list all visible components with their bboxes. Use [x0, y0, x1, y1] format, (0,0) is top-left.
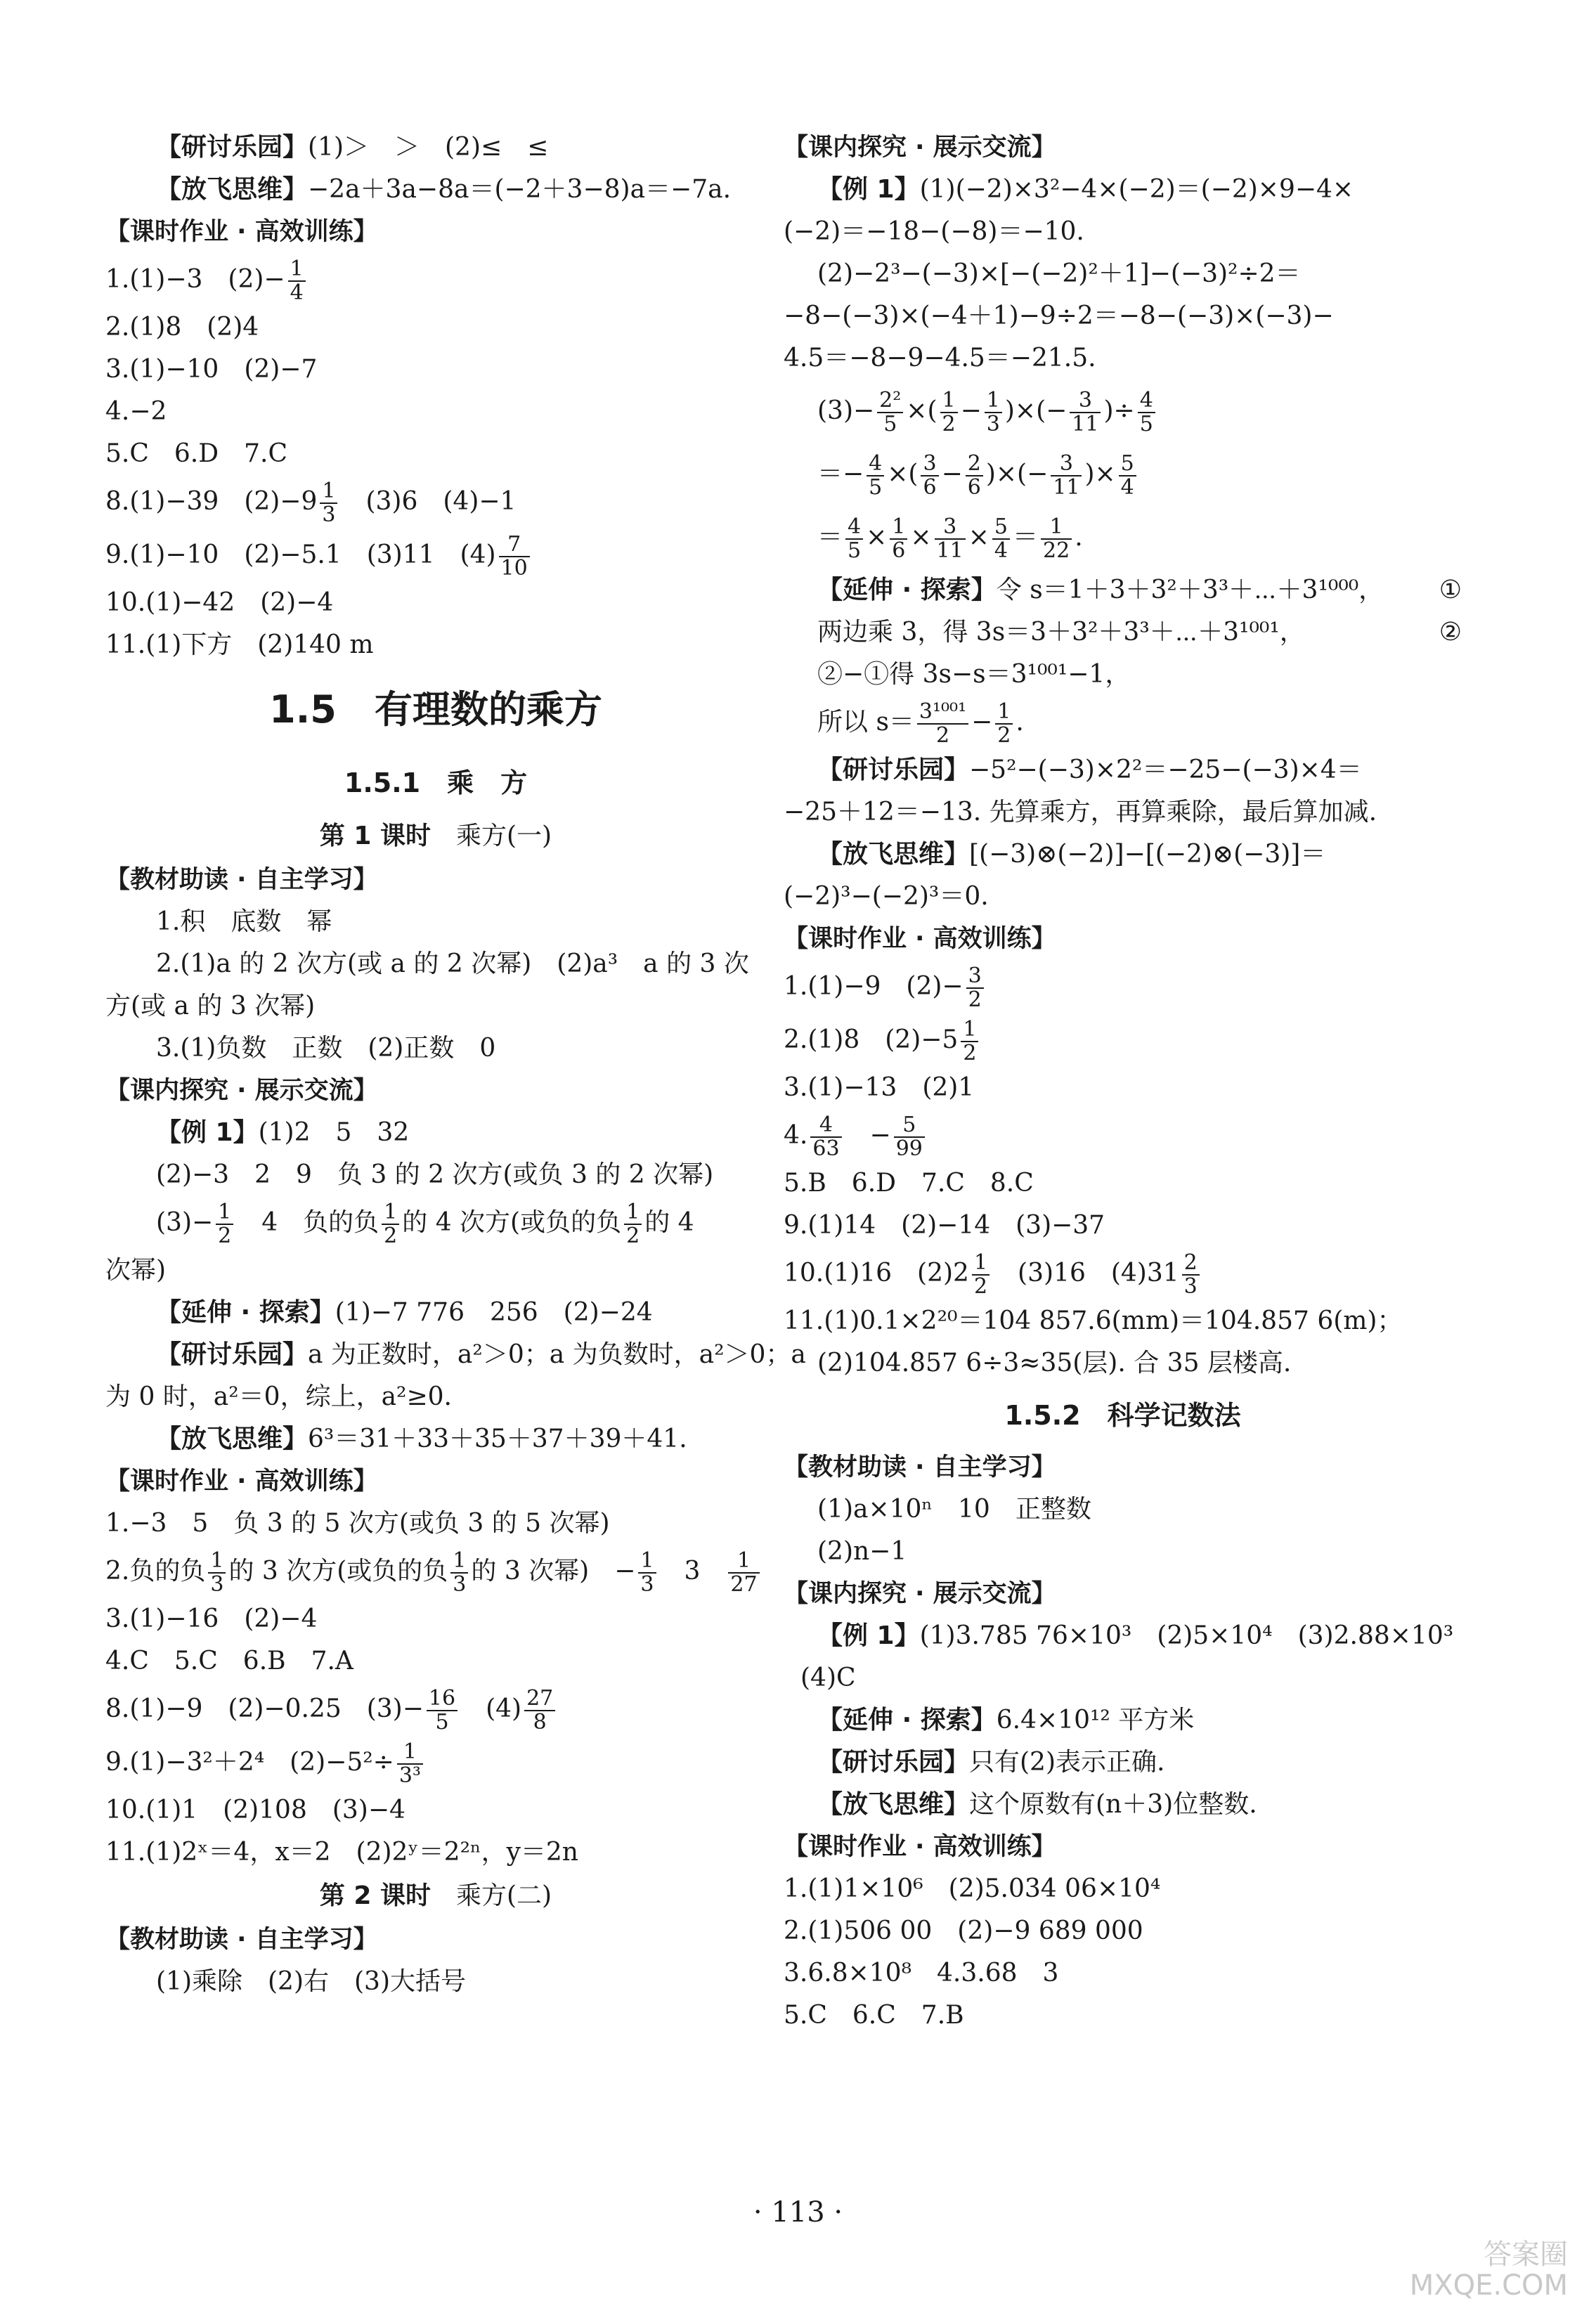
- section-title: 1.5.1 乘 方: [344, 767, 528, 798]
- inquiry-heading: 【课内探究 · 展示交流】: [784, 134, 1056, 162]
- fraction: $\frac{\text{3¹⁰⁰¹}}{2}$: [917, 701, 968, 747]
- extension-answer: 【延伸 · 探索】令 s＝1＋3＋3²＋3³＋⋯＋3¹⁰⁰⁰， ①: [784, 569, 1462, 611]
- discussion-answer: 【研讨乐园】(1)＞ ＞ (2)≤ ≤: [156, 133, 549, 162]
- answer-line: 11.(1)0.1×2²⁰＝104 857.6(mm)＝104.857 6(m)；: [784, 1306, 1403, 1335]
- fraction: $\frac{5}{99}$: [894, 1114, 925, 1160]
- answer-line: 11.(1)下方 (2)140 m: [105, 630, 374, 659]
- answer-line: 1.(1)−9 (2)− $\frac{3}{2}$: [784, 960, 1462, 1013]
- answer-line: (1)乘除 (2)右 (3)大括号: [156, 1967, 466, 1996]
- fraction: $\frac{7}{10}$: [499, 533, 530, 580]
- fraction: $\frac{1}{22}$: [1041, 516, 1072, 562]
- discussion-answer: 【研讨乐园】−5²−(−3)×2²＝−25−(−3)×4＝: [817, 756, 1362, 784]
- inquiry-heading: 【课内探究 · 展示交流】: [105, 1077, 378, 1105]
- thinking-answer: 【放飞思维】6³＝31＋33＋35＋37＋39＋41.: [156, 1425, 687, 1453]
- fraction: $\frac{16}{5}$: [427, 1687, 458, 1734]
- answer-line: 2.(1)8 (2)−5 $\frac{1}{2}$: [784, 1013, 1462, 1067]
- answer-line: 1.(1)−3 (2)− $\frac{1}{4}$: [105, 253, 766, 306]
- lesson-title: 第 2 课时 乘方(二): [319, 1881, 552, 1910]
- answer-line: 3.(1)−10 (2)−7: [105, 355, 318, 384]
- homework-heading: 【课时作业 · 高效训练】: [105, 1467, 378, 1496]
- watermark-text: 答案圈: [1484, 2238, 1568, 2271]
- fraction: $\frac{3}{11}$: [1051, 453, 1082, 499]
- answer-line: 10.(1)1 (2)108 (3)−4: [105, 1796, 406, 1824]
- answer-line: 10.(1)16 (2)2 $\frac{1}{2}$ (3)16 (4)31 $\frac{2}{3}$: [784, 1247, 1462, 1300]
- answer-line: (2)n−1: [817, 1537, 907, 1566]
- left-column: [105, 127, 806, 2003]
- answer-line: (2)−2³−(−3)×[−(−2)²＋1]−(−3)²÷2＝: [817, 259, 1301, 288]
- fraction: $\frac{4}{5}$: [867, 453, 884, 499]
- answer-line: 次幂): [105, 1256, 167, 1285]
- answer-line: −8−(−3)×(−4＋1)−9÷2＝−8−(−3)×(−3)−: [784, 301, 1334, 330]
- answer-line: (3)− $\frac{1}{2}$ 4 负的负 $\frac{1}{2}$ 的 4 次方(或负的负 $\frac{1}{2}$ 的 4: [156, 1200, 694, 1248]
- fraction: $\frac{1}{27}$: [728, 1550, 759, 1596]
- equation-mark: ①: [1439, 576, 1462, 604]
- answer-line: 3.(1)−16 (2)−4: [105, 1604, 318, 1633]
- fraction: $\frac{4}{5}$: [1138, 389, 1155, 436]
- answer-line: 1.积 底数 幂: [156, 907, 332, 936]
- answer-line: (2)−3 2 9 负 3 的 2 次方(或负 3 的 2 次幂): [156, 1160, 714, 1189]
- fraction: $\frac{27}{8}$: [524, 1687, 555, 1734]
- section-title: 1.5.2 科学记数法: [1004, 1400, 1241, 1431]
- answer-line: 5.B 6.D 7.C 8.C: [784, 1169, 1034, 1198]
- answer-line: 3.(1)−13 (2)1: [784, 1073, 975, 1102]
- homework-heading: 【课时作业 · 高效训练】: [784, 925, 1056, 953]
- watermark-logo: [1410, 2239, 1568, 2301]
- thinking-answer: 【放飞思维】这个原数有(n＋3)位整数.: [817, 1790, 1257, 1819]
- answer-line: ②−①得 3s−s＝3¹⁰⁰¹−1，: [817, 660, 1131, 689]
- example-answer: 【例 1】(1)2 5 32: [156, 1118, 410, 1147]
- answer-line: 10.(1)−42 (2)−4: [105, 588, 334, 617]
- answer-line: (1)a×10ⁿ 10 正整数: [817, 1495, 1091, 1524]
- answer-line: 11.(1)2ˣ＝4，x＝2 (2)2ʸ＝2²ⁿ，y＝2n: [105, 1838, 578, 1867]
- answer-line: 所以 s＝ $\frac{\text{3¹⁰⁰¹}}{2}$ − $\frac{1}{2}$ .: [817, 699, 1024, 748]
- equation-mark: ②: [1439, 618, 1462, 647]
- answer-line: (2)104.857 6÷3≈35(层). 合 35 层楼高.: [817, 1349, 1292, 1377]
- answer-line: ＝ $\frac{4}{5}$ × $\frac{1}{6}$ × $\frac{3}{11}$ × $\frac{5}{4}$ ＝ $\frac{1}{22}$ .: [817, 514, 1083, 563]
- answer-line: (−2)³−(−2)³＝0.: [784, 882, 989, 911]
- answer-line: 2.(1)a 的 2 次方(或 a 的 2 次幂) (2)a³ a 的 3 次: [156, 949, 749, 978]
- fraction: $\frac{\text{2²}}{5}$: [877, 389, 903, 436]
- answer-line: 5.C 6.D 7.C: [105, 439, 287, 468]
- answer-line: 5.C 6.C 7.B: [784, 2001, 964, 2030]
- fraction: $\frac{1}{2}$: [995, 701, 1013, 747]
- answer-line: 4.−2: [105, 397, 167, 426]
- answer-line: (4)C: [800, 1664, 856, 1692]
- fraction: $\frac{1}{\text{3³}}$: [397, 1741, 423, 1787]
- textbook-heading: 【教材助读 · 自主学习】: [784, 1453, 1056, 1481]
- right-column: [784, 127, 1462, 2037]
- homework-heading: 【课时作业 · 高效训练】: [784, 1833, 1056, 1861]
- lesson-title: 第 1 课时 乘方(一): [319, 822, 552, 850]
- fraction: $\frac{1}{2}$: [940, 389, 958, 436]
- fraction: $\frac{3}{2}$: [966, 965, 984, 1011]
- example-answer: 【例 1】(1)(−2)×3²−4×(−2)＝(−2)×9−4×: [817, 175, 1354, 204]
- answer-line: 4. $\frac{4}{63}$ − $\frac{5}{99}$: [784, 1109, 1462, 1162]
- answer-line: 4.5＝−8−9−4.5＝−21.5.: [784, 344, 1096, 372]
- answer-line: 9.(1)−10 (2)−5.1 (3)11 (4) $\frac{7}{10}$: [105, 529, 766, 582]
- answer-line: 方(或 a 的 3 次幂): [105, 992, 316, 1020]
- answer-line: 9.(1)−3²＋2⁴ (2)−5²÷ $\frac{1}{\text{3³}}$: [105, 1736, 766, 1789]
- example-answer: 【例 1】(1)3.785 76×10³ (2)5×10⁴ (3)2.88×10³: [817, 1621, 1454, 1650]
- fraction: $\frac{1}{2}$: [216, 1201, 233, 1247]
- discussion-answer: 【研讨乐园】只有(2)表示正确.: [817, 1748, 1165, 1777]
- answer-line: ＝− $\frac{4}{5}$ ×( $\frac{3}{6}$ − $\frac{2}{6}$ )×(− $\frac{3}{11}$ )× $\frac{5}{4}$: [784, 443, 1462, 506]
- discussion-answer: 【研讨乐园】a 为正数时，a²＞0；a 为负数时，a²＞0；a: [156, 1340, 806, 1369]
- fraction: $\frac{1}{6}$: [890, 516, 907, 562]
- answer-line: −25＋12＝−13. 先算乘方，再算乘除，最后算加减.: [784, 798, 1377, 826]
- fraction: $\frac{3}{11}$: [935, 516, 966, 562]
- fraction: $\frac{3}{11}$: [1070, 389, 1101, 436]
- textbook-heading: 【教材助读 · 自主学习】: [105, 866, 378, 894]
- answer-line: 为 0 时，a²＝0，综上，a²≥0.: [105, 1382, 452, 1411]
- homework-heading: 【课时作业 · 高效训练】: [105, 218, 378, 246]
- fraction: $\frac{1}{2}$: [624, 1201, 642, 1247]
- fraction: $\frac{3}{6}$: [921, 453, 938, 499]
- fraction: $\frac{1}{3}$: [450, 1550, 468, 1596]
- fraction: $\frac{1}{4}$: [288, 258, 306, 304]
- inquiry-heading: 【课内探究 · 展示交流】: [784, 1580, 1056, 1608]
- fraction: $\frac{1}{3}$: [320, 480, 337, 526]
- answer-line: 8.(1)−9 (2)−0.25 (3)− $\frac{16}{5}$ (4) $\frac{27}{8}$: [105, 1682, 766, 1736]
- extension-answer: 【延伸 · 探索】(1)−7 776 256 (2)−24: [156, 1298, 653, 1327]
- answer-line: 1.−3 5 负 3 的 5 次方(或负 3 的 5 次幂): [105, 1509, 610, 1538]
- page-number: · 113 ·: [753, 2196, 843, 2229]
- answer-line: 3.(1)负数 正数 (2)正数 0: [156, 1034, 496, 1063]
- fraction: $\frac{1}{2}$: [972, 1252, 990, 1298]
- answer-line: 1.(1)1×10⁶ (2)5.034 06×10⁴: [784, 1874, 1161, 1903]
- answer-line: 8.(1)−39 (2)−9 $\frac{1}{3}$ (3)6 (4)−1: [105, 479, 517, 527]
- fraction: $\frac{1}{3}$: [985, 389, 1002, 436]
- fraction: $\frac{1}{3}$: [208, 1550, 226, 1596]
- fraction: $\frac{2}{3}$: [1182, 1252, 1200, 1298]
- answer-line: 9.(1)14 (2)−14 (3)−37: [784, 1211, 1105, 1240]
- answer-line: 3.6.8×10⁸ 4.3.68 3: [784, 1959, 1059, 1987]
- answer-line: (3)− $\frac{\text{2²}}{5}$ ×( $\frac{1}{2}$ − $\frac{1}{3}$ )×(− $\frac{3}{11}$ )÷ $\frac{4}{5}$: [784, 380, 1462, 443]
- answer-line: 4.C 5.C 6.B 7.A: [105, 1647, 353, 1675]
- fraction: $\frac{5}{4}$: [992, 516, 1010, 562]
- textbook-heading: 【教材助读 · 自主学习】: [105, 1926, 378, 1954]
- fraction: $\frac{4}{5}$: [845, 516, 863, 562]
- fraction: $\frac{5}{4}$: [1119, 453, 1136, 499]
- watermark-url: MXQE.COM: [1409, 2269, 1568, 2302]
- answer-line: 2.负的负 $\frac{1}{3}$ 的 3 次方(或负的负 $\frac{1}{3}$ 的 3 次幂) − $\frac{1}{3}$ 3 $\frac{1}{27}$: [105, 1545, 766, 1598]
- extension-answer: 【延伸 · 探索】6.4×10¹² 平方米: [817, 1706, 1195, 1734]
- thinking-answer: 【放飞思维】[(−3)⊗(−2)]−[(−2)⊗(−3)]＝: [817, 840, 1326, 869]
- chapter-title: 1.5 有理数的乘方: [269, 687, 602, 732]
- answer-line: 两边乘 3，得 3s＝3＋3²＋3³＋⋯＋3¹⁰⁰¹， ②: [784, 611, 1462, 654]
- fraction: $\frac{4}{63}$: [810, 1114, 841, 1160]
- fraction: $\frac{2}{6}$: [966, 453, 983, 499]
- fraction: $\frac{1}{2}$: [961, 1018, 978, 1065]
- answer-line: 2.(1)506 00 (2)−9 689 000: [784, 1917, 1143, 1945]
- answer-line: (−2)＝−18−(−8)＝−10.: [784, 217, 1084, 246]
- fraction: $\frac{1}{3}$: [638, 1550, 656, 1596]
- thinking-answer: 【放飞思维】−2a＋3a−8a＝(−2＋3−8)a＝−7a.: [156, 175, 732, 204]
- answer-line: 2.(1)8 (2)4: [105, 313, 259, 342]
- fraction: $\frac{1}{2}$: [382, 1201, 399, 1247]
